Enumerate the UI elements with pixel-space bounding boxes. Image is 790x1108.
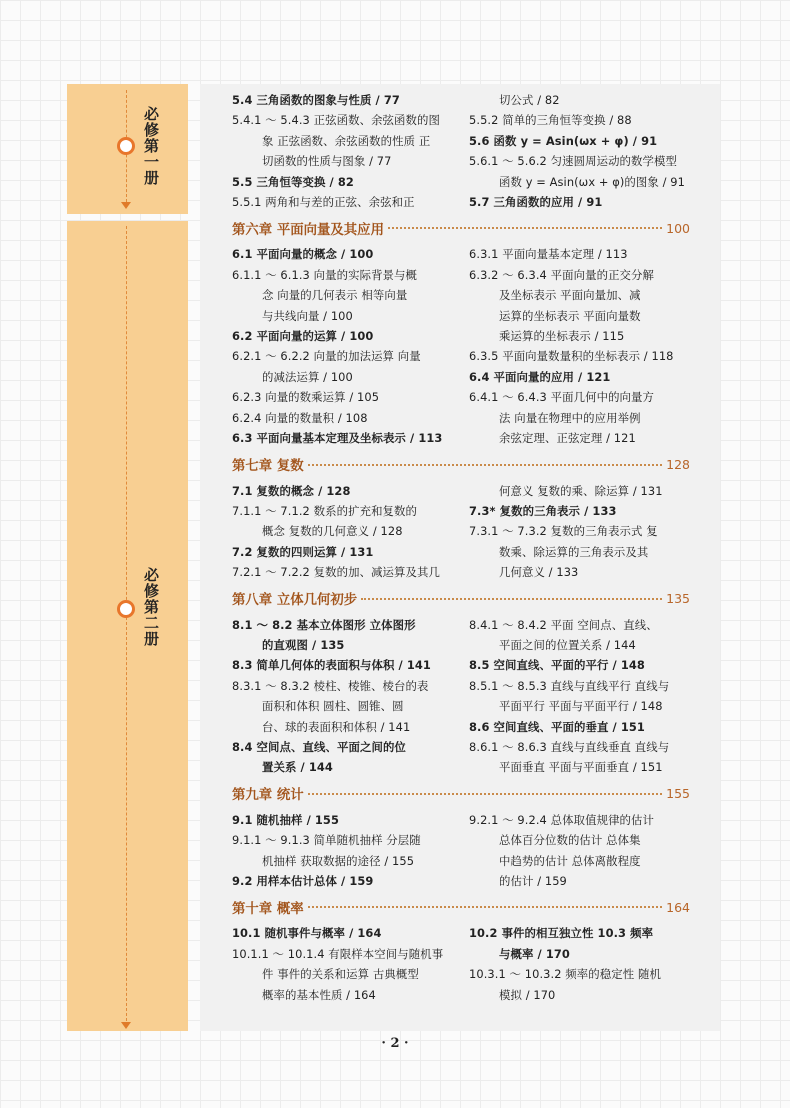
toc-entry: 数乘、除运算的三角表示及其	[499, 544, 649, 559]
chapter-title: 第六章 平面向量及其应用	[232, 222, 384, 238]
chapter-title: 第八章 立体几何初步	[232, 593, 358, 609]
toc-entry: 总体百分位数的估计 总体集	[499, 833, 641, 848]
toc-entry: 6.2.1 ～ 6.2.2 向量的加法运算 向量	[232, 349, 421, 364]
toc-right-column	[469, 481, 690, 583]
arrow-down-icon	[121, 1022, 131, 1029]
toc-entry: 象 正弦函数、余弦函数的性质 正	[262, 133, 431, 148]
chapter-title: 第九章 统计	[232, 788, 304, 804]
arrow-down-icon	[121, 202, 131, 209]
toc-entry: 模拟 / 170	[499, 987, 556, 1002]
toc-columns	[232, 615, 690, 778]
circle-marker-icon	[117, 600, 135, 618]
chapter-title: 第十章 概率	[232, 901, 304, 917]
toc-entry: 6.1.1 ～ 6.1.3 向量的实际背景与概	[232, 267, 418, 282]
toc-entry: 5.5.1 两角和与差的正弦、余弦和正	[232, 195, 415, 210]
toc-entry: 切公式 / 82	[499, 93, 560, 107]
toc-columns	[232, 90, 690, 212]
chapter-page: 100	[666, 220, 690, 236]
toc-section: 7.1 复数的概念 / 128	[232, 483, 351, 498]
toc-columns	[232, 923, 690, 1005]
chapter-heading	[232, 780, 690, 808]
toc-section: 8.3 简单几何体的表面积与体积 / 141	[232, 658, 431, 673]
toc-entry: 9.1.1 ～ 9.1.3 简单随机抽样 分层随	[232, 833, 421, 848]
toc-columns	[232, 244, 690, 448]
page-number: · 2 ·	[381, 1036, 409, 1051]
volume-band-2	[67, 221, 188, 1031]
toc-right-column	[469, 244, 690, 448]
toc-section: 6.2 平面向量的运算 / 100	[232, 329, 374, 344]
toc-entry: 及坐标表示 平面向量加、减	[499, 288, 641, 303]
volume-label-2: 必修第二册	[142, 567, 160, 647]
toc-section: 8.6 空间直线、平面的垂直 / 151	[469, 719, 645, 734]
toc-entry: 余弦定理、正弦定理 / 121	[499, 431, 636, 446]
chapter-page: 164	[666, 899, 690, 915]
toc-entry: 的减法运算 / 100	[262, 369, 353, 384]
toc-entry: 平面垂直 平面与平面垂直 / 151	[499, 760, 663, 775]
toc-entry: 5.5.2 简单的三角恒等变换 / 88	[469, 113, 632, 128]
chapter-heading	[232, 214, 690, 242]
volume-label-1: 必修第一册	[142, 106, 160, 186]
toc-left-column	[232, 244, 461, 448]
toc-entry: 6.4.1 ～ 6.4.3 平面几何中的向量方	[469, 390, 655, 405]
toc-entry: 台、球的表面积和体积 / 141	[262, 719, 411, 734]
toc-section: 7.3* 复数的三角表示 / 133	[469, 503, 617, 518]
toc-section: 5.4 三角函数的图象与性质 / 77	[232, 93, 400, 107]
toc-section: 8.4 空间点、直线、平面之间的位	[232, 739, 406, 754]
circle-marker-icon	[117, 137, 135, 155]
toc-left-column	[232, 90, 461, 212]
dot-leader	[308, 906, 663, 908]
toc-entry: 7.1.1 ～ 7.1.2 数系的扩充和复数的	[232, 503, 418, 518]
dot-leader	[308, 793, 663, 795]
chapter-heading	[232, 585, 690, 613]
toc-entry: 5.6.1 ～ 5.6.2 匀速圆周运动的数学模型	[469, 154, 678, 169]
toc-entry: 运算的坐标表示 平面向量数	[499, 308, 641, 323]
toc-entry: 法 向量在物理中的应用举例	[499, 410, 641, 425]
toc-entry: 何意义 复数的乘、除运算 / 131	[499, 483, 663, 498]
toc-entry: 机抽样 获取数据的途径 / 155	[262, 853, 415, 868]
dot-leader	[308, 464, 663, 466]
toc-section: 与概率 / 170	[499, 946, 570, 961]
toc-section: 6.3 平面向量基本定理及坐标表示 / 113	[232, 431, 443, 446]
toc-section: 6.4 平面向量的应用 / 121	[469, 369, 611, 384]
toc-entry: 10.3.1 ～ 10.3.2 频率的稳定性 随机	[469, 967, 661, 982]
toc-section: 8.5 空间直线、平面的平行 / 148	[469, 658, 645, 673]
toc-entry: 平面之间的位置关系 / 144	[499, 637, 636, 652]
toc-entry: 6.3.5 平面向量数量积的坐标表示 / 118	[469, 349, 674, 364]
chapter-heading	[232, 451, 690, 479]
toc-entry: 的估计 / 159	[499, 874, 567, 888]
toc-left-column	[232, 481, 461, 583]
toc-entry: 7.2.1 ～ 7.2.2 复数的加、减运算及其几	[232, 565, 441, 580]
chapter-title: 第七章 复数	[232, 459, 304, 474]
toc-section: 5.7 三角函数的应用 / 91	[469, 195, 603, 210]
chapter-page: 135	[666, 591, 690, 607]
toc-entry: 面积和体积 圆柱、圆锥、圆	[262, 699, 404, 714]
toc-entry: 6.3.1 平面向量基本定理 / 113	[469, 247, 628, 262]
toc-entry: 6.2.3 向量的数乘运算 / 105	[232, 390, 380, 405]
toc-entry: 9.2.1 ～ 9.2.4 总体取值规律的估计	[469, 812, 655, 827]
toc-left-column	[232, 615, 461, 778]
toc-entry: 8.6.1 ～ 8.6.3 直线与直线垂直 直线与	[469, 739, 670, 754]
toc-entry: 中趋势的估计 总体离散程度	[499, 853, 641, 868]
toc-entry: 10.1.1 ～ 10.1.4 有限样本空间与随机事	[232, 946, 444, 961]
toc-section: 6.1 平面向量的概念 / 100	[232, 247, 374, 262]
chapter-page: 128	[666, 457, 690, 472]
toc-section: 7.2 复数的四则运算 / 131	[232, 544, 374, 559]
toc-right-column	[469, 90, 690, 212]
toc-entry: 7.3.1 ～ 7.3.2 复数的三角表示式 复	[469, 524, 658, 539]
toc-entry: 乘运算的坐标表示 / 115	[499, 329, 625, 344]
toc-entry: 5.4.1 ～ 5.4.3 正弦函数、余弦函数的图	[232, 113, 441, 128]
dot-leader	[361, 598, 662, 600]
toc-entry: 8.3.1 ～ 8.3.2 棱柱、棱锥、棱台的表	[232, 678, 429, 693]
toc-section: 10.1 随机事件与概率 / 164	[232, 926, 382, 941]
toc-entry: 几何意义 / 133	[499, 565, 579, 580]
toc-section: 的直观图 / 135	[262, 637, 345, 652]
toc-entry: 8.4.1 ～ 8.4.2 平面 空间点、直线、	[469, 617, 658, 632]
toc-entry: 概率的基本性质 / 164	[262, 987, 376, 1002]
toc-columns	[232, 481, 690, 583]
toc-right-column	[469, 810, 690, 892]
toc-entry: 概念 复数的几何意义 / 128	[262, 524, 403, 539]
toc-right-column	[469, 923, 690, 1005]
timeline-line	[126, 226, 127, 1021]
toc-section: 5.6 函数 y = Asin(ωx + φ) / 91	[469, 133, 658, 148]
chapter-page: 155	[666, 786, 690, 802]
dot-leader	[388, 227, 662, 229]
toc-entry: 念 向量的几何表示 相等向量	[262, 288, 408, 303]
toc-left-column	[232, 810, 461, 892]
toc-entry: 8.5.1 ～ 8.5.3 直线与直线平行 直线与	[469, 678, 670, 693]
toc-entry: 6.2.4 向量的数量积 / 108	[232, 410, 368, 425]
toc-entry: 切函数的性质与图象 / 77	[262, 154, 392, 169]
toc-entry: 平面平行 平面与平面平行 / 148	[499, 699, 663, 714]
toc-right-column	[469, 615, 690, 778]
toc-section: 5.5 三角恒等变换 / 82	[232, 174, 354, 189]
toc-columns	[232, 810, 690, 892]
toc-entry: 函数 y = Asin(ωx + φ)的图象 / 91	[499, 174, 685, 189]
chapter-heading	[232, 893, 690, 921]
toc-section: 8.1 ～ 8.2 基本立体图形 立体图形	[232, 617, 416, 632]
toc-entry: 件 事件的关系和运算 古典概型	[262, 967, 419, 982]
toc-section: 10.2 事件的相互独立性 10.3 频率	[469, 926, 654, 941]
toc-entry: 6.3.2 ～ 6.3.4 平面向量的正交分解	[469, 267, 655, 282]
table-of-contents	[232, 90, 690, 1005]
toc-left-column	[232, 923, 461, 1005]
toc-section: 置关系 / 144	[262, 760, 333, 775]
toc-entry: 与共线向量 / 100	[262, 308, 353, 323]
toc-section: 9.2 用样本估计总体 / 159	[232, 874, 374, 888]
toc-section: 9.1 随机抽样 / 155	[232, 812, 339, 827]
